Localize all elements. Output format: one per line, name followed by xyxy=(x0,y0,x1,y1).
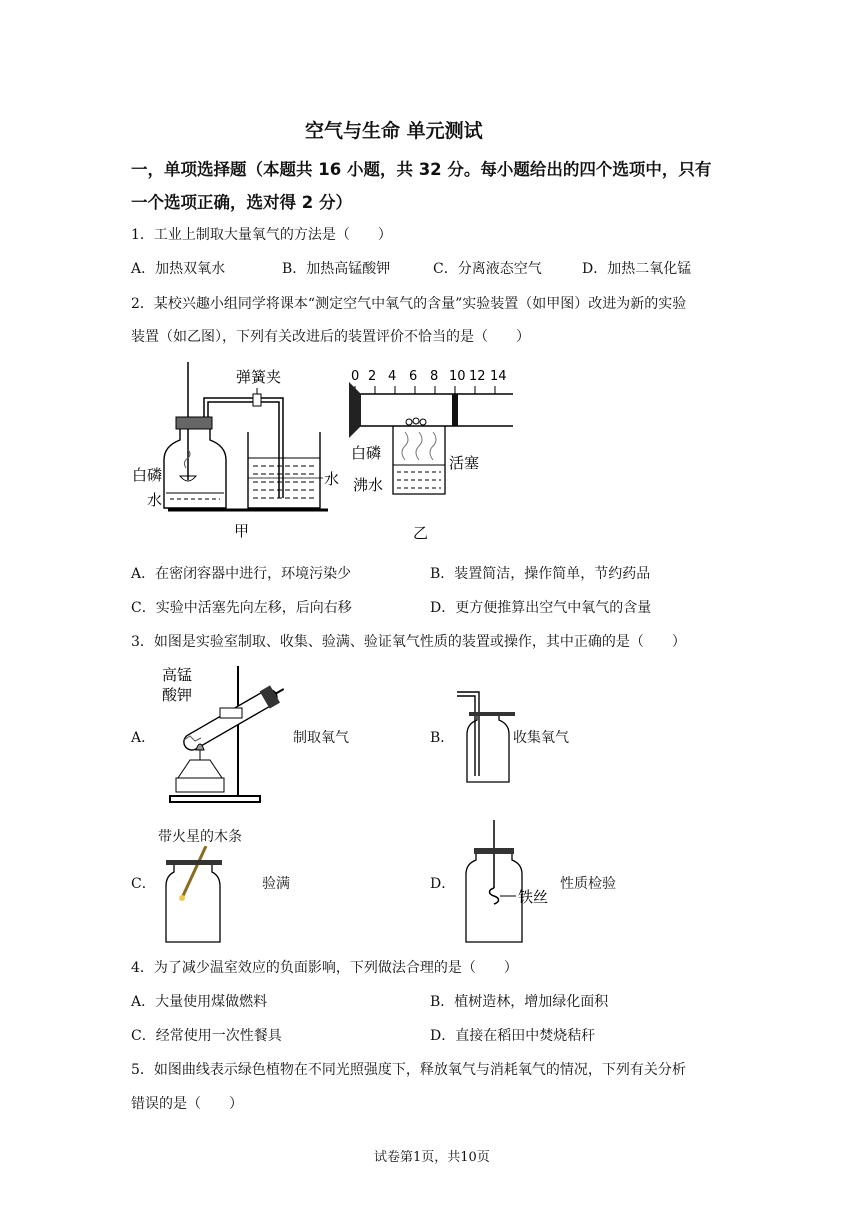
q3-option-d-caption: 性质检验 xyxy=(560,876,616,892)
q3-figure-b-collection-bottle xyxy=(455,688,515,784)
label-water-left: 水 xyxy=(147,491,163,509)
q1-stem: 1．工业上制取大量氧气的方法是（ ） xyxy=(131,227,392,243)
q3-option-d-letter: D． xyxy=(430,876,456,892)
scale-2: 2 xyxy=(368,369,377,384)
label-iron-wire: 铁丝 xyxy=(518,888,549,906)
q3-figure-c-splint-test xyxy=(160,846,230,946)
figure-jia-apparatus xyxy=(128,360,343,545)
q1-option-d: D．加热二氧化锰 xyxy=(582,261,692,277)
caption-yi: 乙 xyxy=(413,524,429,542)
q4-option-d: D．直接在稻田中焚烧秸秆 xyxy=(430,1028,596,1044)
scale-0: 0 xyxy=(351,369,360,384)
q2-stem-line1: 2．某校兴趣小组同学将课本“测定空气中氧气的含量”实验装置（如甲图）改进为新的实验 xyxy=(131,296,687,312)
scale-4: 4 xyxy=(388,369,397,384)
q1-option-a: A．加热双氧水 xyxy=(131,261,226,277)
q1-option-c: C．分离液态空气 xyxy=(433,261,542,277)
label-white-phosphorus-jia: 白磷 xyxy=(132,466,163,484)
q3-figure-a-heating-apparatus xyxy=(150,660,295,808)
q2-option-d: D．更方便推算出空气中氧气的含量 xyxy=(430,600,652,616)
scale-8: 8 xyxy=(430,369,439,384)
caption-jia: 甲 xyxy=(234,522,250,540)
q3-figure-d-iron-wire-test xyxy=(460,818,560,946)
q3-option-b-letter: B． xyxy=(430,730,455,746)
label-spring-clip: 弹簧夹 xyxy=(236,368,282,386)
scale-12: 12 xyxy=(469,369,486,384)
q3-option-a-caption: 制取氧气 xyxy=(293,730,349,746)
q4-option-c: C．经常使用一次性餐具 xyxy=(131,1028,282,1044)
q4-stem: 4．为了减少温室效应的负面影响，下列做法合理的是（ ） xyxy=(131,960,518,976)
q2-option-b: B．装置简洁，操作简单，节约药品 xyxy=(430,566,651,582)
figure-yi-apparatus xyxy=(345,368,520,548)
label-water-right: 水 xyxy=(324,470,340,488)
section-heading-line1: 一，单项选择题（本题共 16 小题，共 32 分。每小题给出的四个选项中，只有 xyxy=(131,160,712,179)
label-piston: 活塞 xyxy=(449,454,480,472)
q1-option-b: B．加热高锰酸钾 xyxy=(282,261,391,277)
q3-option-a-letter: A． xyxy=(131,730,156,746)
scale-6: 6 xyxy=(409,369,418,384)
q2-stem-line2: 装置（如乙图），下列有关改进后的装置评价不恰当的是（ ） xyxy=(131,329,530,345)
page-title: 空气与生命 单元测试 xyxy=(305,120,483,142)
label-white-phosphorus-yi: 白磷 xyxy=(351,444,382,462)
q2-option-c: C．实验中活塞先向左移，后向右移 xyxy=(131,600,352,616)
q2-option-a: A．在密闭容器中进行，环境污染少 xyxy=(131,566,352,582)
q5-stem-line1: 5．如图曲线表示绿色植物在不同光照强度下，释放氧气与消耗氧气的情况，下列有关分析 xyxy=(131,1062,686,1078)
q3-option-c-caption: 验满 xyxy=(262,876,290,892)
label-potassium-permanganate-2: 酸钾 xyxy=(162,686,193,704)
label-glowing-splint: 带火星的木条 xyxy=(158,829,242,845)
label-boiling-water: 沸水 xyxy=(353,476,384,494)
q3-option-c-letter: C． xyxy=(131,876,156,892)
q3-option-b-caption: 收集氧气 xyxy=(513,730,569,746)
page-footer: 试卷第1页，共10页 xyxy=(374,1150,490,1165)
scale-10: 10 xyxy=(449,369,466,384)
section-heading-line2: 一个选项正确，选对得 2 分） xyxy=(131,193,352,212)
q4-option-b: B．植树造林，增加绿化面积 xyxy=(430,994,609,1010)
label-potassium-permanganate-1: 高锰 xyxy=(162,666,193,684)
q3-stem: 3．如图是实验室制取、收集、验满、验证氧气性质的装置或操作，其中正确的是（ ） xyxy=(131,634,686,650)
q5-stem-line2: 错误的是（ ） xyxy=(131,1096,243,1112)
q4-option-a: A．大量使用煤做燃料 xyxy=(131,994,268,1010)
scale-14: 14 xyxy=(490,369,507,384)
